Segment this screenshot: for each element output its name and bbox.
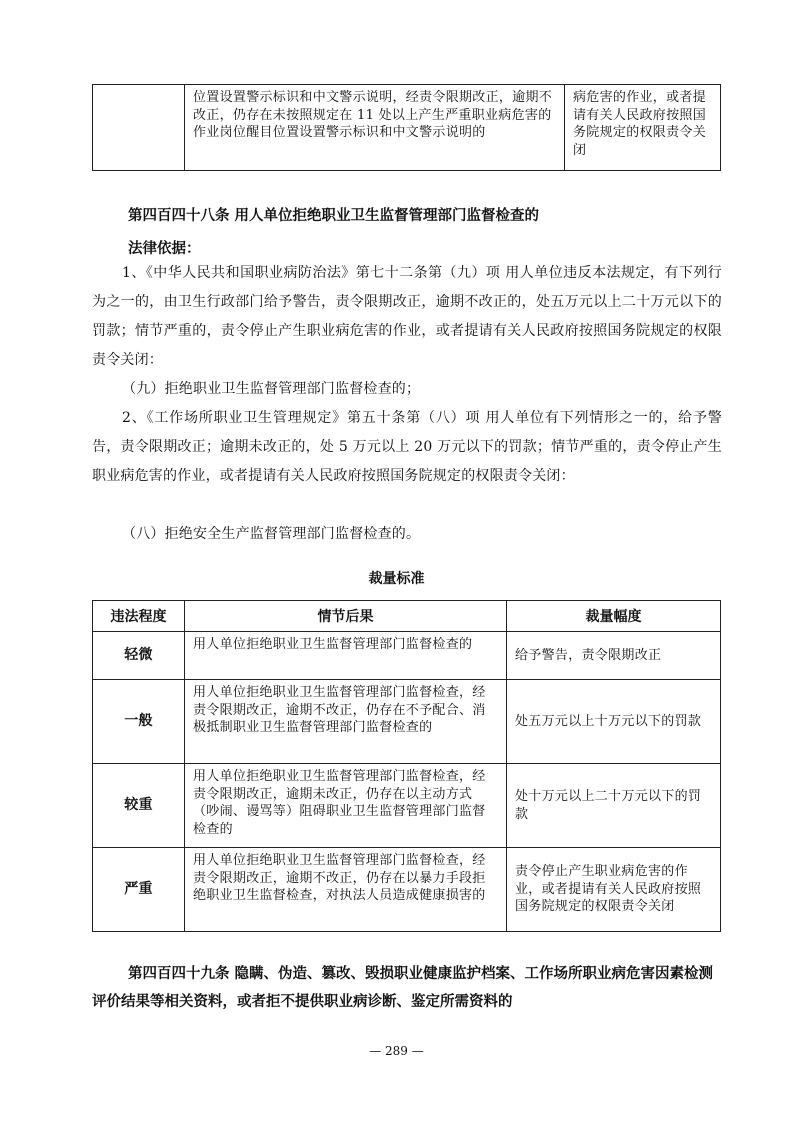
legal-basis-paragraph-2: 2、《工作场所职业卫生管理规定》第五十条第（八）项 用人单位有下列情形之一的，给予警告，责令限期改正；逾期未改正的，处 5 万元以上 20 万元以下的罚款；情节严重的，责令停止产生职业病危害的作业，或者提请有关人民政府按照国务院规定的权限责令关闭： [92,410,722,484]
consequence-cell: 用人单位拒绝职业卫生监督管理部门监督检查，经责令限期改正，逾期不改正，仍存在不予配合、消极抵制职业卫生监督管理部门监督检查的 [185,680,507,764]
table-row [93,85,721,171]
article-449-title: 第四百四十九条 隐瞒、伪造、篡改、毁损职业健康监护档案、工作场所职业病危害因素检测评价结果等相关资料，或者拒不提供职业病诊断、鉴定所需资料的 [92,966,714,1010]
table-header-row [93,601,721,632]
legal-basis-paragraph-1: 1、《中华人民共和国职业病防治法》第七十二条第（九）项 用人单位违反本法规定，有下列行为之一的，由卫生行政部门给予警告，责令限期改正，逾期不改正的，处五万元以上二十万元以下的罚款；情节严重的，责令停止产生职业病危害的作业，或者提请有关人民政府按照国务院规定的权限责令关闭： [92,265,722,368]
table-cell-range: 病危害的作业，或者提请有关人民政府按照国务院规定的权限责令关闭 [565,85,721,171]
header-range: 裁量幅度 [507,601,721,632]
consequence-cell: 用人单位拒绝职业卫生监督管理部门监督检查，经责令限期改正，逾期不改正，仍存在以暴力手段拒绝职业卫生监督检查，对执法人员造成健康损害的 [185,848,507,932]
legal-basis-item-8: （八）拒绝安全生产监督管理部门监督检查的。 [122,526,421,542]
continuation-table [92,84,721,171]
level-cell: 一般 [93,680,185,764]
level-cell: 轻微 [93,632,185,680]
article-448-title: 第四百四十八条 用人单位拒绝职业卫生监督管理部门监督检查的 [128,208,540,224]
table-row [93,680,721,764]
table-row [93,764,721,848]
standards-table [92,600,721,932]
table-cell-consequence: 位置设置警示标识和中文警示说明，经责令限期改正，逾期不改正，仍存在未按照规定在 11 处以上产生严重职业病危害的作业岗位醒目位置设置警示标识和中文警示说明的 [185,85,565,171]
consequence-cell: 用人单位拒绝职业卫生监督管理部门监督检查的 [185,632,507,680]
consequence-cell: 用人单位拒绝职业卫生监督管理部门监督检查，经责令限期改正，逾期未改正，仍存在以主动方式（吵闹、谩骂等）阻碍职业卫生监督管理部门监督检查的 [185,764,507,848]
range-cell: 给予警告，责令限期改正 [507,632,721,680]
range-cell: 处五万元以上十万元以下的罚款 [507,680,721,764]
range-cell: 处十万元以上二十万元以下的罚款 [507,764,721,848]
legal-basis-label: 法律依据： [128,241,201,257]
table-row [93,632,721,680]
level-cell: 严重 [93,848,185,932]
table-row [93,848,721,932]
header-consequence: 情节后果 [185,601,507,632]
level-cell: 较重 [93,764,185,848]
legal-basis-item-9: （九）拒绝职业卫生监督管理部门监督检查的； [122,381,421,397]
standards-title: 裁量标准 [368,571,425,587]
page-number: — 289 — [369,1044,424,1058]
table-cell-empty [93,85,185,171]
header-level: 违法程度 [93,601,185,632]
range-cell: 责令停止产生职业病危害的作业，或者提请有关人民政府按照国务院规定的权限责令关闭 [507,848,721,932]
